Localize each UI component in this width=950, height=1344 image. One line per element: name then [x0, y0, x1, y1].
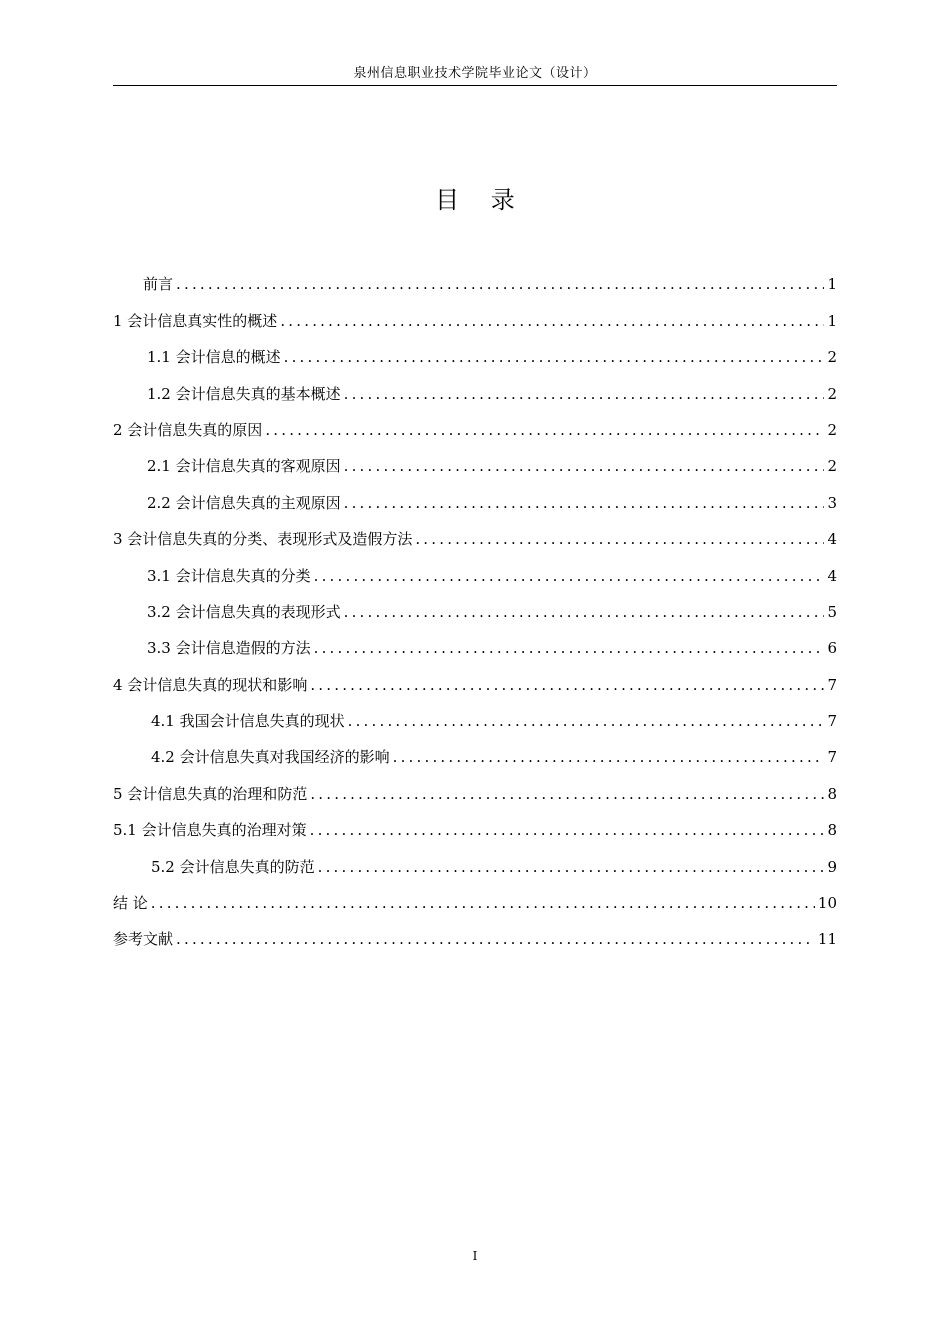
toc-entry-page: 9: [827, 857, 837, 876]
toc-dot-leader: [280, 311, 824, 331]
toc-entry-label: 5 会计信息失真的治理和防范: [113, 784, 308, 803]
toc-entry-page: 1: [827, 311, 837, 330]
toc-entry[interactable]: [113, 331, 837, 367]
toc-entry-page: 8: [827, 784, 837, 803]
toc-entry[interactable]: [113, 258, 837, 294]
toc-entry-page: 10: [817, 894, 837, 913]
toc-entry-label: 1 会计信息真实性的概述: [113, 311, 278, 330]
toc-entry-label: 3.2 会计信息失真的表现形式: [147, 602, 341, 621]
toc-entry-label: 3.1 会计信息失真的分类: [147, 566, 311, 585]
toc-entry-label: 5.1 会计信息失真的治理对策: [113, 821, 307, 840]
toc-entry-page: 5: [827, 602, 837, 621]
toc-entry-page: 2: [827, 457, 837, 476]
toc-entry-label: 3 会计信息失真的分类、表现形式及造假方法: [113, 530, 413, 549]
toc-entry-page: 7: [827, 748, 837, 767]
toc-entry-page: 2: [827, 348, 837, 367]
toc-entry[interactable]: [113, 804, 837, 840]
toc-entry[interactable]: [113, 294, 837, 330]
toc-dot-leader: [344, 602, 825, 622]
toc-entry-label: 2.2 会计信息失真的主观原因: [147, 493, 341, 512]
toc-entry[interactable]: [113, 476, 837, 512]
toc-entry-label: 2 会计信息失真的原因: [113, 420, 263, 439]
toc-dot-leader: [284, 347, 825, 367]
toc-entry-page: 4: [827, 566, 837, 585]
toc-entry[interactable]: [113, 440, 837, 476]
toc-title: 目 录: [435, 186, 527, 214]
toc-entry[interactable]: [113, 549, 837, 585]
toc-entry[interactable]: [113, 367, 837, 403]
toc-entry[interactable]: [113, 731, 837, 767]
toc-dot-leader: [310, 820, 825, 840]
toc-dot-leader: [348, 711, 825, 731]
toc-dot-leader: [176, 274, 824, 294]
toc-entry-label: 3.3 会计信息造假的方法: [147, 639, 311, 658]
toc-dot-leader: [344, 456, 825, 476]
toc-entry-page: 6: [827, 639, 837, 658]
toc-dot-leader: [314, 638, 825, 658]
toc-entry-label: 1.1 会计信息的概述: [147, 348, 281, 367]
toc-entry-label: 1.2 会计信息失真的基本概述: [147, 384, 341, 403]
toc-entry-page: 4: [827, 530, 837, 549]
toc-entry[interactable]: [113, 695, 837, 731]
toc-entry-page: 2: [827, 384, 837, 403]
toc-entry-label: 参考文献: [113, 930, 174, 949]
toc-entry-page: 8: [827, 821, 837, 840]
page-number: I: [472, 1249, 478, 1263]
toc-entry[interactable]: [113, 767, 837, 803]
toc-entry-page: 7: [827, 712, 837, 731]
toc-dot-leader: [310, 784, 824, 804]
toc-entry[interactable]: [113, 840, 837, 876]
toc-entry-page: 3: [827, 493, 837, 512]
toc-dot-leader: [415, 529, 824, 549]
toc-entry[interactable]: [113, 586, 837, 622]
toc-dot-leader: [344, 493, 825, 513]
toc-entry[interactable]: [113, 513, 837, 549]
toc-dot-leader: [393, 747, 825, 767]
toc-entry[interactable]: [113, 658, 837, 694]
toc-dot-leader: [310, 675, 824, 695]
toc-entry-label: 5.2 会计信息失真的防范: [151, 857, 315, 876]
toc-dot-leader: [151, 893, 815, 913]
toc-dot-leader: [318, 857, 825, 877]
toc-entry[interactable]: [113, 622, 837, 658]
toc-entry-page: 2: [827, 420, 837, 439]
toc-entry[interactable]: [113, 877, 837, 913]
toc-entry[interactable]: [113, 913, 837, 949]
toc-dot-leader: [344, 384, 825, 404]
toc-entry-label: 2.1 会计信息失真的客观原因: [147, 457, 341, 476]
toc-entry-page: 11: [817, 930, 837, 949]
toc-entry-label: 4.1 我国会计信息失真的现状: [151, 712, 345, 731]
toc-entry-label: 结 论: [113, 894, 148, 913]
toc-dot-leader: [176, 929, 815, 949]
table-of-contents: [113, 258, 837, 949]
running-header: 泉州信息职业技术学院毕业论文（设计）: [353, 66, 597, 81]
toc-dot-leader: [265, 420, 824, 440]
toc-entry-label: 4.2 会计信息失真对我国经济的影响: [151, 748, 390, 767]
toc-entry-label: 4 会计信息失真的现状和影响: [113, 675, 308, 694]
toc-entry[interactable]: [113, 404, 837, 440]
toc-entry-page: 1: [827, 275, 837, 294]
header-rule: [113, 85, 837, 86]
toc-entry-page: 7: [827, 675, 837, 694]
toc-entry-label: 前言: [143, 275, 174, 294]
toc-dot-leader: [314, 566, 825, 586]
